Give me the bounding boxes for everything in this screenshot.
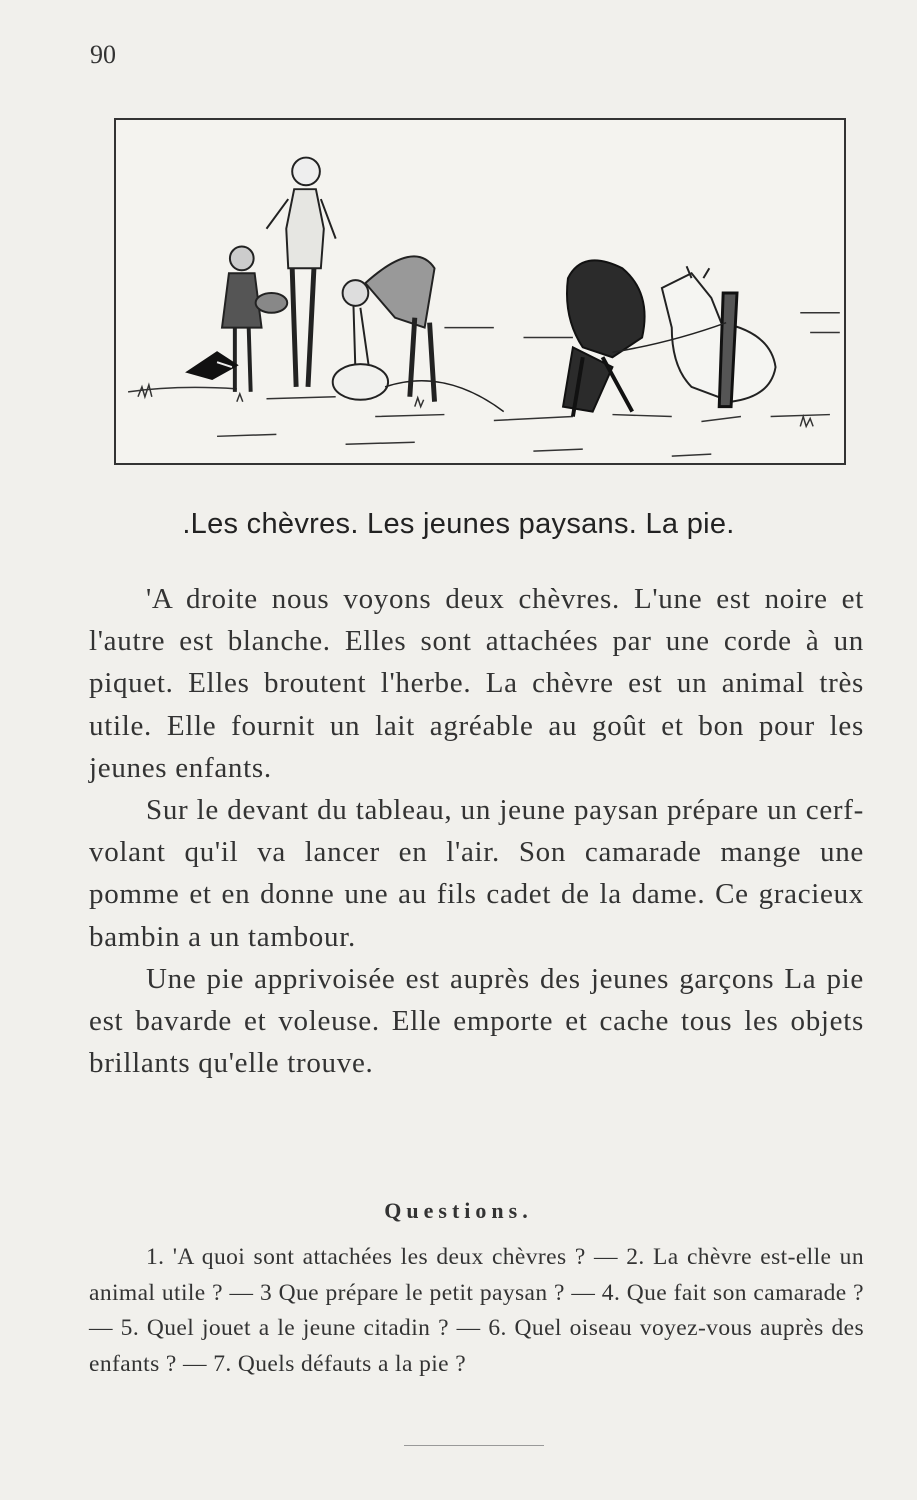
- questions-heading: Questions.: [384, 1198, 533, 1223]
- divider-rule: [404, 1445, 544, 1446]
- questions-text: 1. 'A quoi sont attachées les deux chèvres ? — 2. La chèvre est-elle un animal utile ? — 3 Que prépare le petit paysan ? — 4. Que fait son camarade ? — 5. Quel jouet a le jeune citadin ? — 6. Quel oiseau voyez-vous auprès des enfants ? — 7. Quels défauts a la pie ?: [89, 1244, 864, 1377]
- magpie: [187, 352, 236, 379]
- small-child: [222, 247, 287, 392]
- boy-standing: [266, 158, 335, 387]
- questions-block: [89, 1240, 864, 1382]
- lesson-body: [89, 578, 864, 1084]
- engraving-illustration-icon: [116, 120, 844, 463]
- paragraph-goats: 'A droite nous voyons deux chèvres. L'une est noire et l'autre est blanche. Elles sont attachées par une corde à un piquet. Elles broutent l'herbe. La chèvre est un animal très utile. Elle fournit un lait agréable au goût et bon pour les jeunes enfants.: [89, 583, 864, 784]
- paragraph-magpie: Une pie apprivoisée est auprès des jeunes garçons La pie est bavarde et voleuse. Elle emporte et cache tous les objets brillants qu'elle trouve.: [89, 962, 864, 1080]
- paragraph-young-peasants: Sur le devant du tableau, un jeune paysan prépare un cerf-volant qu'il va lancer en l'air. Son camarade mange une pomme et en donne une au fils cadet de la dame. Ce gracieux bambin a un tambour.: [89, 794, 864, 953]
- illustration: [114, 118, 846, 465]
- bending-boy: [333, 256, 504, 411]
- page-number: 90: [90, 40, 116, 69]
- black-goat: [563, 260, 645, 416]
- lesson-title: .Les chèvres. Les jeunes paysans. La pie.: [182, 508, 735, 540]
